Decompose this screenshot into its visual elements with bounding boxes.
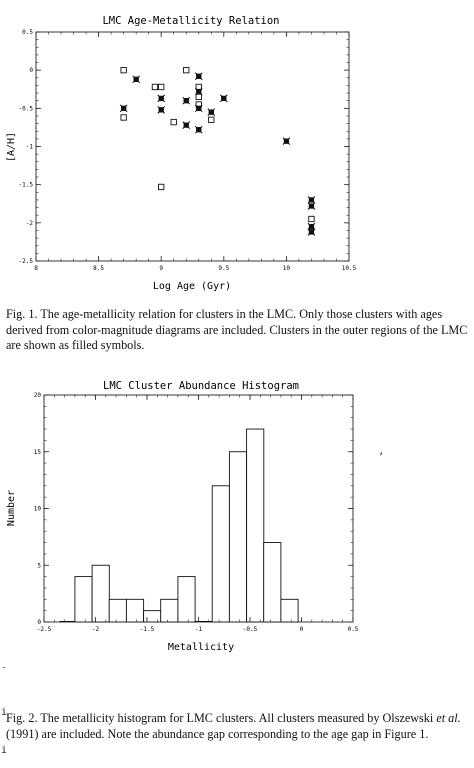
chart2-title: LMC Cluster Abundance Histogram [103,380,299,392]
figure2-caption [6,711,468,742]
x-tick-label: 8 [34,265,38,272]
histogram-bar [281,599,298,622]
chart1-y-axis-label: [A/H] [6,131,17,163]
chart1-title: LMC Age-Metallicity Relation [102,15,280,27]
figure2-caption-text: Fig. 2. The metallicity histogram for LMC clusters. All clusters measured by Olszewski [6,711,437,725]
x-tick-label: 0 [299,626,304,633]
chart2-x-axis-label: Metallicity [167,642,235,653]
y-tick-label: -2 [25,219,33,227]
figure2-caption-text-end: (1991) are included. Note the abundance gap corresponding to the age gap in Figure 1. [6,726,429,741]
histogram-bar [109,599,126,622]
y-tick-label: -2.5 [18,258,33,265]
y-tick-label: -0.5 [18,105,33,113]
histogram-bar [126,599,143,622]
histogram-bar [144,611,161,622]
stray-mark: i [1,707,8,718]
histogram-bar [247,429,264,622]
figure1-caption: Fig. 1. The age-metallicity relation for clusters in the LMC. Only those clusters with ages derived from color-magnitude diagrams are included. Clusters in the outer regions of the LMC are shown as filled symbols. [6,307,468,352]
chart1-x-axis-label: Log Age (Gyr) [152,281,232,292]
figure2-caption-etal: et al. [436,711,461,725]
x-tick-label: 8.5 [93,265,105,272]
x-tick-label: 9 [159,265,164,272]
stray-mark: ˑ [1,664,8,675]
x-tick-label: 0.5 [347,626,359,633]
y-tick-label: 0 [29,67,33,75]
histogram-bar [229,452,246,622]
x-tick-label: 10.5 [341,265,357,272]
histogram-bar [92,565,109,622]
x-tick-label: -2 [91,626,100,633]
y-tick-label: -1 [25,143,33,151]
y-tick-label: 0 [37,619,41,626]
y-tick-label: -1.5 [18,181,33,189]
histogram-bar [178,577,195,622]
x-tick-label: 9.5 [218,265,230,272]
x-tick-label: -0.5 [242,626,258,633]
y-tick-label: 0.5 [22,29,33,36]
x-tick-label: -1 [194,626,203,633]
stray-mark: i [1,745,8,756]
x-tick-label: -1.5 [139,626,155,633]
chart2-y-axis-label: Number [6,489,17,527]
y-tick-label: 20 [33,392,41,399]
x-tick-label: 10 [282,265,291,272]
stray-mark: ’ [378,452,385,463]
histogram-bar [161,599,178,622]
y-tick-label: 15 [33,448,41,456]
x-tick-label: -2.5 [36,626,52,633]
y-tick-label: 5 [37,562,41,570]
y-tick-label: 10 [33,505,41,513]
histogram-bar [264,543,281,622]
histogram-bar [75,577,92,622]
histogram-bar [212,486,229,622]
